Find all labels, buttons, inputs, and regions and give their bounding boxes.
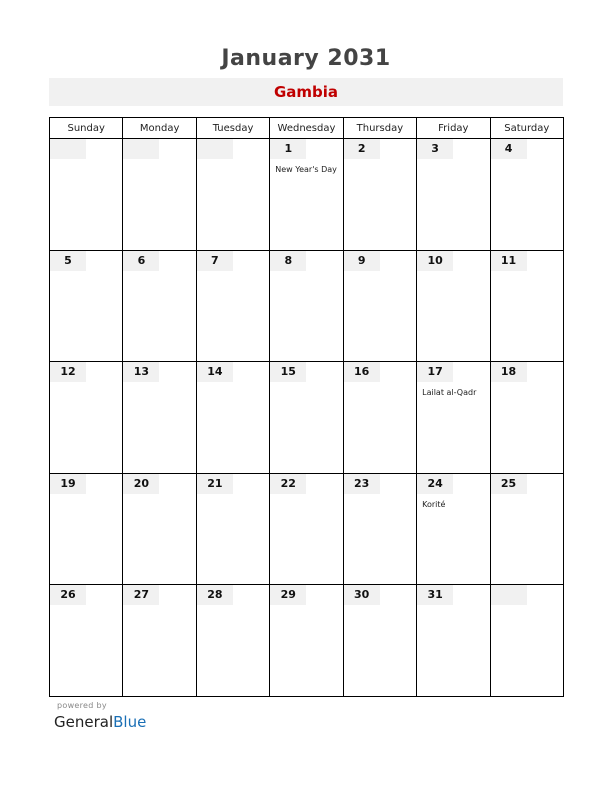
day-number: 26 [50,585,86,605]
generalblue-logo[interactable] [54,713,146,731]
day-number: 4 [491,139,527,159]
weekday-monday: Monday [123,118,196,139]
day-cell [343,362,416,474]
holiday-label: Lailat al-Qadr [422,388,477,398]
brand-blue-text: Blue [113,713,147,731]
calendar-title: January 2031 [221,46,391,71]
day-number: 2 [344,139,380,159]
day-cell [270,250,343,362]
weekday-saturday: Saturday [490,118,563,139]
day-number: 25 [491,474,527,494]
day-cell [196,139,269,251]
weekday-tuesday: Tuesday [196,118,269,139]
day-cell [50,362,123,474]
country-banner [49,78,563,106]
day-number: 20 [123,474,159,494]
day-number: 15 [270,362,306,382]
holiday-label: Korité [422,499,446,509]
day-cell [50,139,123,251]
day-number: 11 [491,251,527,271]
day-number: 16 [344,362,380,382]
day-cell [270,473,343,585]
day-cell [490,250,563,362]
week-row [50,250,564,362]
powered-by-label: powered by [57,701,107,710]
day-number: 17 [417,362,453,382]
weekday-wednesday: Wednesday [270,118,343,139]
day-cell [50,473,123,585]
day-cell [490,585,563,697]
day-cell [343,585,416,697]
day-cell [417,362,490,474]
day-number: 9 [344,251,380,271]
brand-general-text: General [54,713,114,731]
day-number: 31 [417,585,453,605]
day-cell [196,362,269,474]
day-cell [417,585,490,697]
day-number: 3 [417,139,453,159]
day-cell [343,473,416,585]
weekday-sunday: Sunday [50,118,123,139]
day-cell [417,473,490,585]
day-cell [490,473,563,585]
day-number [123,139,159,159]
day-cell [270,362,343,474]
day-cell [196,585,269,697]
weekday-header-row [50,118,564,139]
day-number: 6 [123,251,159,271]
day-cell [50,250,123,362]
day-number: 12 [50,362,86,382]
day-cell [270,139,343,251]
week-row [50,473,564,585]
week-row [50,362,564,474]
day-number: 30 [344,585,380,605]
day-cell [417,139,490,251]
day-cell [50,585,123,697]
holiday-label: New Year's Day [275,165,337,174]
day-cell [490,139,563,251]
day-number [197,139,233,159]
day-number: 27 [123,585,159,605]
day-cell [343,250,416,362]
calendar-grid [49,117,564,697]
day-cell [123,473,196,585]
day-number: 13 [123,362,159,382]
day-number: 1 [270,139,306,159]
day-number: 28 [197,585,233,605]
country-name: Gambia [273,83,339,101]
day-number: 8 [270,251,306,271]
day-number: 29 [270,585,306,605]
day-number: 23 [344,474,380,494]
day-number: 18 [491,362,527,382]
week-row [50,585,564,697]
day-cell [196,473,269,585]
weekday-friday: Friday [417,118,490,139]
day-cell [123,250,196,362]
day-cell [343,139,416,251]
day-number: 22 [270,474,306,494]
day-number: 24 [417,474,453,494]
day-number: 7 [197,251,233,271]
day-number: 21 [197,474,233,494]
day-number [50,139,86,159]
day-cell [490,362,563,474]
day-cell [417,250,490,362]
day-cell [270,585,343,697]
day-cell [196,250,269,362]
day-number: 19 [50,474,86,494]
week-row [50,139,564,251]
day-cell [123,139,196,251]
day-cell [123,362,196,474]
day-number: 10 [417,251,453,271]
weekday-thursday: Thursday [343,118,416,139]
day-number: 5 [50,251,86,271]
day-number: 14 [197,362,233,382]
day-number [491,585,527,605]
day-cell [123,585,196,697]
